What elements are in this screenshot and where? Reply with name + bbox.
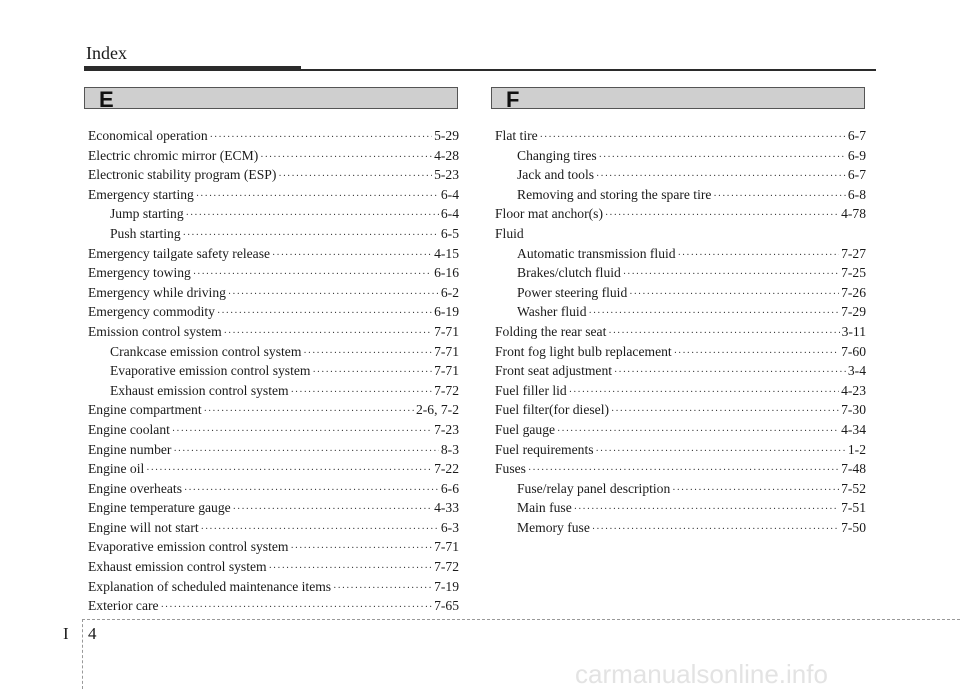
index-entry-text: Fluid: [495, 225, 524, 241]
index-entry-text: Evaporative emission control system: [88, 539, 289, 555]
index-entry[interactable]: [495, 324, 866, 344]
leader-dots: [589, 308, 840, 319]
index-entry-text: Emergency starting: [88, 186, 194, 202]
leader-dots: [269, 563, 432, 574]
leader-dots: [303, 348, 432, 359]
index-entry-text: Fuel filler lid: [495, 382, 567, 398]
index-entry[interactable]: [88, 187, 459, 207]
index-entry-page: 6-4: [440, 186, 459, 202]
index-entry-text: Engine number: [88, 441, 172, 457]
index-entry-text: Engine coolant: [88, 421, 170, 437]
index-entry-page: 1-2: [847, 441, 866, 457]
index-entry[interactable]: [88, 206, 459, 226]
index-entry-page: 7-65: [434, 598, 459, 614]
index-entry-page: 4-23: [841, 382, 866, 398]
index-entry[interactable]: [88, 422, 459, 442]
leader-dots: [574, 504, 839, 515]
index-entry[interactable]: [495, 461, 866, 481]
leader-dots: [193, 269, 432, 280]
index-entry[interactable]: [495, 167, 866, 187]
index-entry-page: 6-7: [847, 167, 866, 183]
index-entry-text: Fuse/relay panel description: [517, 480, 671, 496]
index-entry-text: Changing tires: [517, 147, 597, 163]
index-entry-text: Explanation of scheduled maintenance items: [88, 578, 332, 594]
index-entry[interactable]: [88, 539, 459, 559]
index-entry-text: Brakes/clutch fluid: [517, 265, 621, 281]
index-entry-page: 7-25: [841, 265, 866, 281]
index-entry[interactable]: [495, 383, 866, 403]
index-entry-text: Folding the rear seat: [495, 323, 607, 339]
index-entry-page: 7-19: [434, 578, 459, 594]
index-entry-page: 6-7: [847, 128, 866, 143]
index-entry[interactable]: [495, 285, 866, 305]
index-entry[interactable]: [495, 422, 866, 442]
index-entry[interactable]: [88, 265, 459, 285]
index-entry-text: Evaporative emission control system: [110, 363, 311, 379]
header-rule-thin: [301, 69, 876, 71]
index-entry-page: 6-3: [440, 519, 459, 535]
index-entry-page: 2-6, 7-2: [415, 402, 459, 418]
index-entry-text: Electric chromic mirror (ECM): [88, 147, 259, 163]
index-entry[interactable]: [88, 344, 459, 364]
leader-dots: [290, 543, 432, 554]
index-entry-page: 7-72: [434, 382, 459, 398]
index-entry[interactable]: [495, 442, 866, 462]
leader-dots: [592, 524, 839, 535]
index-entry-page: 8-3: [440, 441, 459, 457]
index-entry-text: Floor mat anchor(s): [495, 206, 603, 222]
leader-dots: [596, 446, 846, 457]
footer-rule: [82, 619, 960, 620]
index-entry-page: 7-71: [434, 539, 459, 555]
index-entry-page: 7-71: [434, 363, 459, 379]
index-entry[interactable]: [88, 285, 459, 305]
leader-dots: [713, 191, 845, 202]
footer-section-label: I: [63, 624, 69, 643]
leader-dots: [312, 367, 432, 378]
index-entry[interactable]: [495, 265, 866, 285]
header-rule-thick: [84, 66, 301, 71]
leader-dots: [201, 524, 439, 535]
index-entry-page: 6-8: [847, 186, 866, 202]
leader-dots: [146, 465, 432, 476]
leader-dots: [678, 250, 839, 261]
index-entry[interactable]: [88, 559, 459, 579]
footer-divider: [82, 619, 83, 689]
index-entry-text: Front seat adjustment: [495, 363, 613, 379]
section-header-e: [84, 87, 458, 112]
leader-dots: [629, 289, 839, 300]
index-entry[interactable]: [88, 442, 459, 462]
index-entry[interactable]: [88, 167, 459, 187]
index-entry-text: Emergency while driving: [88, 284, 226, 300]
index-entry-text: Power steering fluid: [517, 284, 628, 300]
index-entry-text: Jack and tools: [517, 167, 595, 183]
leader-dots: [278, 171, 432, 182]
index-entry-text: Engine temperature gauge: [88, 500, 231, 516]
index-entry-page: 7-71: [434, 323, 459, 339]
index-entry[interactable]: [88, 128, 459, 148]
index-entry-text: Removing and storing the spare tire: [517, 186, 712, 202]
index-entry-page: 7-26: [841, 284, 866, 300]
leader-dots: [184, 485, 439, 496]
section-letter-f: F: [506, 87, 520, 112]
index-entry-page: 6-19: [434, 304, 459, 320]
leader-dots: [173, 446, 438, 457]
index-entry-page: 3-11: [841, 323, 866, 339]
index-entry-page: 4-33: [434, 500, 459, 516]
index-entry-page: 6-4: [440, 206, 459, 222]
section-letter-e: E: [99, 87, 114, 112]
index-entry-text: Fuses: [495, 461, 526, 477]
index-entry-page: 4-78: [841, 206, 866, 222]
index-entry[interactable]: [88, 324, 459, 344]
index-entry[interactable]: [495, 246, 866, 266]
leader-dots: [228, 289, 439, 300]
leader-dots: [623, 269, 839, 280]
index-entry-text: Engine overheats: [88, 480, 182, 496]
index-entry[interactable]: [495, 304, 866, 324]
index-entry-page: 6-2: [440, 284, 459, 300]
index-entry-text: Jump starting: [110, 206, 184, 222]
index-entry-text: Electronic stability program (ESP): [88, 167, 277, 183]
index-entry-page: 7-23: [434, 421, 459, 437]
leader-dots: [569, 387, 839, 398]
leader-dots: [260, 152, 432, 163]
index-entry[interactable]: [88, 481, 459, 501]
leader-dots: [210, 132, 432, 143]
index-entry-text: Crankcase emission control system: [110, 343, 302, 359]
index-entry[interactable]: [495, 500, 866, 520]
leader-dots: [196, 191, 439, 202]
leader-dots: [611, 406, 839, 417]
index-entry-page: 7-29: [841, 304, 866, 320]
index-entry[interactable]: [88, 500, 459, 520]
index-entry-text: Emergency towing: [88, 265, 191, 281]
index-entry[interactable]: [88, 226, 459, 246]
section-header-f: [491, 87, 865, 112]
index-entry-page: 4-34: [841, 421, 866, 437]
index-entry-page: 7-50: [841, 519, 866, 535]
leader-dots: [599, 152, 846, 163]
index-entry-page: 7-51: [841, 500, 866, 516]
leader-dots: [233, 504, 432, 515]
index-entry[interactable]: [88, 520, 459, 540]
index-entry-text: Flat tire: [495, 128, 538, 143]
index-entry-text: Washer fluid: [517, 304, 587, 320]
index-entry-page: 6-6: [440, 480, 459, 496]
index-entry-page: 7-52: [841, 480, 866, 496]
index-entry-page: 6-9: [847, 147, 866, 163]
index-entry-text: Fuel requirements: [495, 441, 594, 457]
index-entry-text: Front fog light bulb replacement: [495, 343, 672, 359]
index-entry-page: 6-5: [440, 225, 459, 241]
leader-dots: [674, 348, 839, 359]
leader-dots: [217, 308, 432, 319]
index-entry-page: 6-16: [434, 265, 459, 281]
index-entry[interactable]: [88, 461, 459, 481]
index-entry-text: Emission control system: [88, 323, 222, 339]
index-entry-text: Engine oil: [88, 461, 145, 477]
index-entry-page: 7-60: [841, 343, 866, 359]
index-entry-text: Automatic transmission fluid: [517, 245, 676, 261]
index-entry-text: Main fuse: [517, 500, 572, 516]
leader-dots: [614, 367, 846, 378]
index-entry[interactable]: [495, 187, 866, 207]
index-entry-page: 7-30: [841, 402, 866, 418]
index-entry-text: Exterior care: [88, 598, 159, 614]
index-entry-page: 4-28: [434, 147, 459, 163]
leader-dots: [605, 210, 839, 221]
index-entry[interactable]: [495, 481, 866, 501]
leader-dots: [272, 250, 432, 261]
index-entry[interactable]: [88, 148, 459, 168]
index-entry-page: 3-4: [847, 363, 866, 379]
index-entry[interactable]: [88, 383, 459, 403]
index-entry[interactable]: [495, 148, 866, 168]
index-entry-text: Fuel gauge: [495, 421, 556, 437]
index-column-left: [88, 128, 459, 618]
leader-dots: [608, 328, 839, 339]
index-entry[interactable]: [495, 226, 866, 246]
index-entry-text: Push starting: [110, 225, 181, 241]
leader-dots: [540, 132, 846, 143]
leader-dots: [204, 406, 414, 417]
leader-dots: [224, 328, 432, 339]
footer-page-number: 4: [88, 624, 97, 643]
index-entry-text: Engine will not start: [88, 519, 199, 535]
index-entry[interactable]: [88, 598, 459, 618]
index-entry[interactable]: [495, 402, 866, 422]
index-entry-text: Fuel filter(for diesel): [495, 402, 609, 418]
index-entry-text: Exhaust emission control system: [110, 382, 289, 398]
index-entry-page: 7-22: [434, 461, 459, 477]
leader-dots: [528, 465, 839, 476]
index-entry-text: Emergency commodity: [88, 304, 215, 320]
index-entry-page: 7-71: [434, 343, 459, 359]
index-entry-text: Engine compartment: [88, 402, 202, 418]
leader-dots: [291, 387, 432, 398]
leader-dots: [161, 602, 433, 613]
leader-dots: [186, 210, 439, 221]
index-entry[interactable]: [88, 304, 459, 324]
index-entry[interactable]: [495, 128, 866, 148]
index-entry-text: Exhaust emission control system: [88, 559, 267, 575]
index-entry-page: 7-27: [841, 245, 866, 261]
leader-dots: [183, 230, 439, 241]
watermark: carmanualsonline.info: [575, 659, 828, 689]
leader-dots: [596, 171, 846, 182]
index-entry[interactable]: [495, 363, 866, 383]
index-entry-text: Memory fuse: [517, 519, 590, 535]
leader-dots: [672, 485, 839, 496]
page-title: Index: [86, 43, 127, 63]
index-entry-text: Economical operation: [88, 128, 208, 143]
index-entry-page: 5-23: [434, 167, 459, 183]
index-entry-page: 7-48: [841, 461, 866, 477]
leader-dots: [557, 426, 839, 437]
index-entry[interactable]: [495, 520, 866, 540]
index-entry[interactable]: [88, 402, 459, 422]
index-entry[interactable]: [88, 363, 459, 383]
index-entry[interactable]: [88, 246, 459, 266]
index-entry-text: Emergency tailgate safety release: [88, 245, 271, 261]
leader-dots: [172, 426, 432, 437]
index-entry-page: 4-15: [434, 245, 459, 261]
index-entry-page: 7-72: [434, 559, 459, 575]
index-entry-page: 5-29: [434, 128, 459, 143]
index-entry[interactable]: [495, 206, 866, 226]
index-entry[interactable]: [495, 344, 866, 364]
leader-dots: [333, 583, 432, 594]
index-column-right: [495, 128, 866, 539]
index-entry[interactable]: [88, 579, 459, 599]
